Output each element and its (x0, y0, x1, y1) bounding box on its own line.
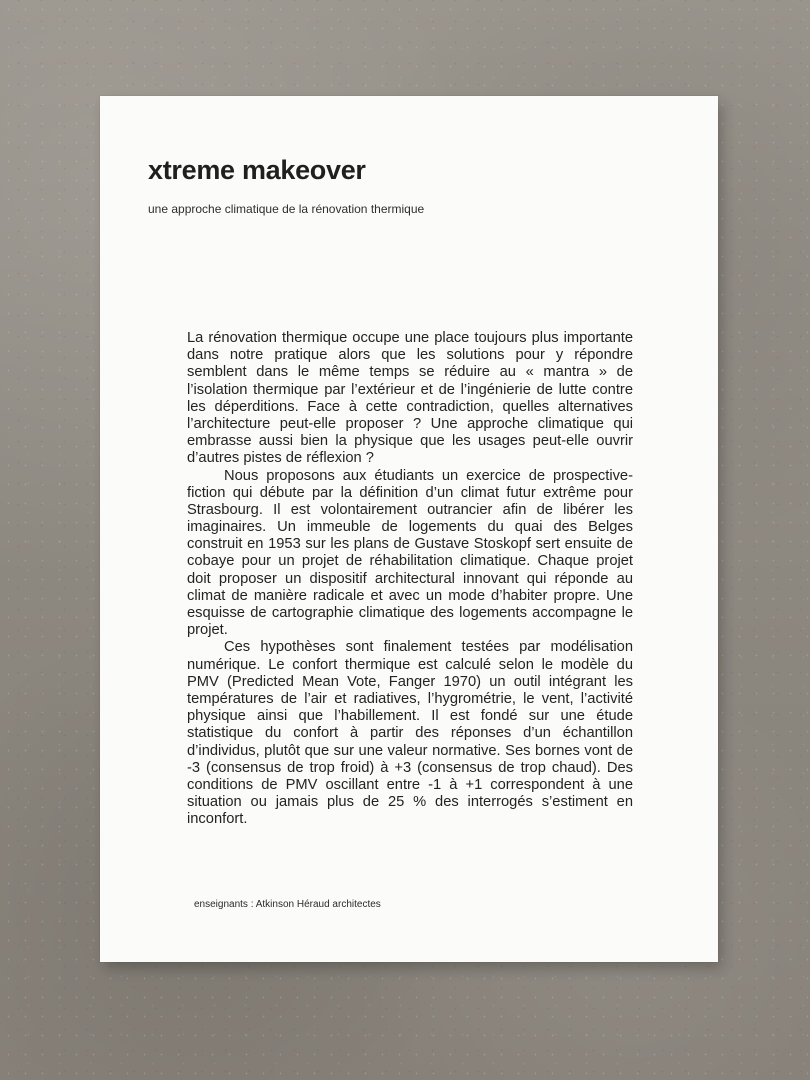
paragraph-modeling: Ces hypothèses sont finalement testées par modélisation numérique. Le confort thermique est calculé selon le modèle du PMV (Predicted Mean Vote, Fanger 1970) un outil intégrant les températures de l’air et radiatives, l’hygrométrie, le vent, l’activité physique ainsi que l’habillement. Il est fondé sur une étude statistique du confort à partir des réponses d’un échantillon d’individus, plutôt que sur une valeur normative. Ses bornes vont de -3 (consensus de trop froid) à +3 (consensus de trop chaud). Des conditions de PMV oscillant entre -1 à +1 correspondent à une situation ou jamais plus de 25 % des interrogés s’estiment en inconfort. (187, 639, 633, 828)
poster-sheet (100, 96, 718, 962)
paragraph-intro: La rénovation thermique occupe une place toujours plus importante dans notre pratique alors que les solutions pour y répondre semblent dans le même temps se réduire au « mantra » de l’isolation thermique par l’extérieur et de l’ingénierie de lutte contre les déperditions. Face à cette contradiction, quelles alternatives l’architecture peut-elle proposer ? Une approche climatique qui embrasse aussi bien la physique que les usages peut-elle ouvrir d’autres pistes de réflexion ? (187, 330, 633, 467)
credits-line: enseignants : Atkinson Héraud architectes (194, 899, 381, 910)
poster-title: xtreme makeover (148, 155, 366, 185)
paragraph-exercise: Nous proposons aux étudiants un exercice de prospective-fiction qui débute par la définition d’un climat futur extrême pour Strasbourg. Il est volontairement outrancier afin de libérer les imaginaires. Un immeuble de logements du quai des Belges construit en 1953 sur les plans de Gustave Stoskopf sert ensuite de cobaye pour un projet de réhabilitation climatique. Chaque projet doit proposer un dispositif architectural innovant qui réponde au climat de manière radicale et avec un mode d’habiter propre. Une esquisse de cartographie climatique des logements accompagne le projet. (187, 467, 633, 639)
poster-subtitle: une approche climatique de la rénovation thermique (148, 202, 425, 216)
poster-body (187, 330, 633, 828)
